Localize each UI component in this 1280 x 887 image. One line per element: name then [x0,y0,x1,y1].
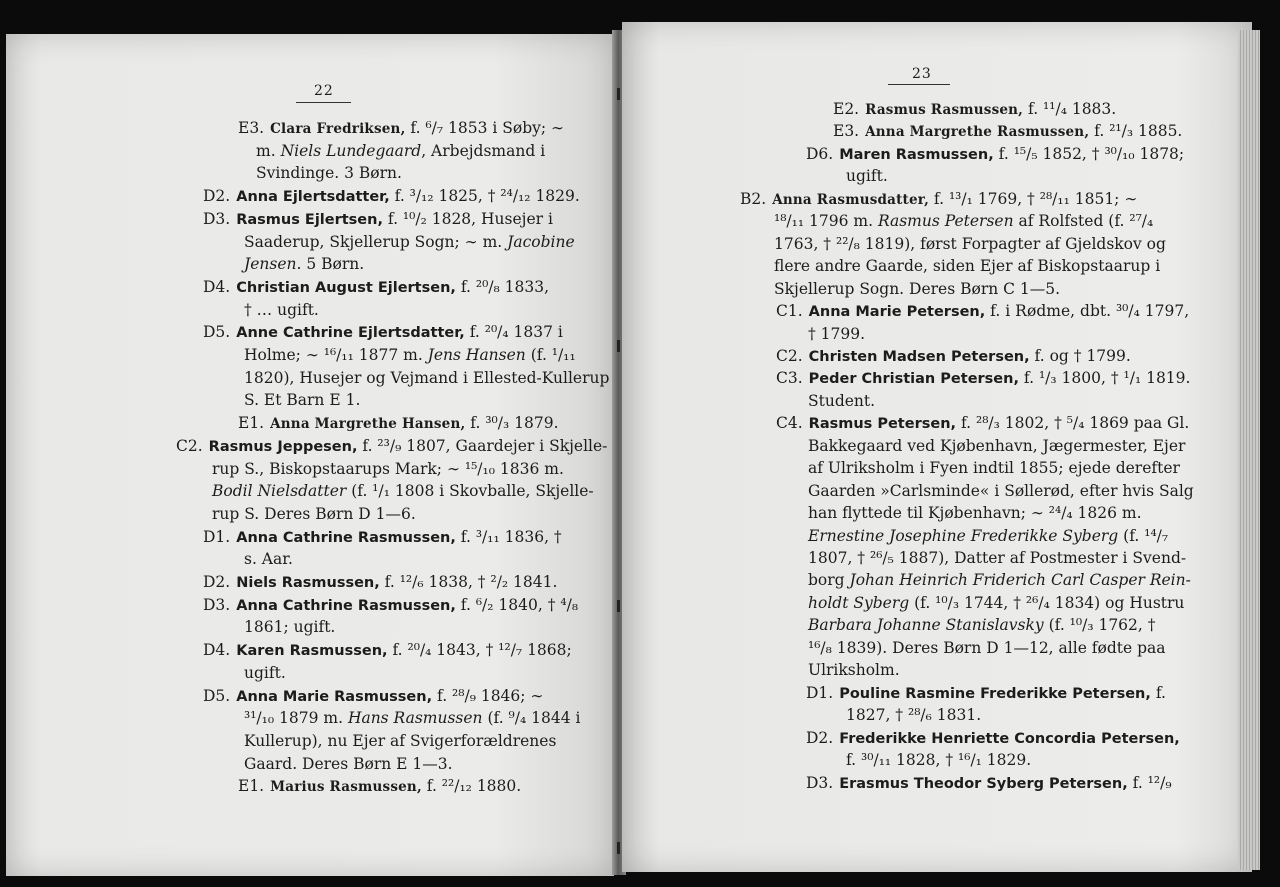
text-line [806,683,1166,704]
entry-text: f. ¹⁵/₅ 1852, † ³⁰/₁₀ 1878; [993,144,1185,163]
text-line [212,459,564,479]
text-line [776,413,1189,434]
text-line [244,617,335,637]
entry-label: D2. [203,573,231,591]
right-page-number: 23 [912,66,932,82]
entry-text: (f. ¹⁰/₃ 1744, † ²⁶/₄ 1834) og Hustru [909,593,1185,612]
text-line [846,750,1031,770]
text-line [808,660,900,680]
entry-text: Holme; ∼ ¹⁶/₁₁ 1877 m. [244,346,428,364]
text-line [806,144,1184,165]
text-line [808,458,1180,478]
text-line [808,638,1166,658]
entry-label: D4. [203,641,231,660]
entry-text: f. ²⁰/₈ 1833, [455,277,550,296]
entry-label: E3. [833,122,860,141]
text-line [808,570,1191,590]
entry-text: † … ugift. [244,300,319,319]
text-line [808,324,865,344]
spouse-name: Niels Lundegaard [280,141,422,160]
text-line [833,121,1182,142]
text-line [774,234,1166,254]
entry-text: f. ³/₁₂ 1825, † ²⁴/₁₂ 1829. [389,187,580,206]
entry-label: E2. [833,100,860,118]
text-line [808,436,1185,456]
spouse-name: Barbara Johanne Stanislavsky [808,616,1044,635]
entry-text: 1820), Husejer og Vejmand i Ellested-Kullerup [244,368,610,387]
entry-text: Gaard. Deres Børn E 1—3. [244,754,453,773]
spouse-name: Jensen. [244,255,302,274]
entry-text: Bakkegaard ved Kjøbenhavn, Jægermester, Ejer [808,436,1186,455]
entry-text: f. ¹¹/₄ 1883. [1023,100,1117,118]
entry-text: af Rolfsted (f. ²⁷/₄ [1013,212,1154,231]
text-line [203,322,563,343]
entry-text: 1827, † ²⁸/₆ 1831. [846,706,982,725]
left-page-number-rule [296,102,351,103]
entry-text: rup S., Biskopstaarups Mark; ∼ ¹⁵/₁₀ 1836 m. [212,459,564,478]
person-name: Anna Marie Petersen, [808,304,986,321]
left-page-number: 22 [314,83,334,99]
entry-text: f. ²⁰/₄ 1843, † ¹²/₇ 1868; [387,641,572,660]
entry-text: 1763, † ²²/₈ 1819), først Forpagter af Gjeldskov og [774,234,1166,253]
entry-label: D3. [203,595,231,614]
text-line [776,368,1190,389]
text-line [806,773,1172,794]
entry-label: D5. [203,323,231,342]
person-name: Rasmus Rasmussen, [865,102,1024,118]
text-line [203,527,562,548]
entry-text: f. ²³/₉ 1807, Gaardejer i Skjelle- [357,436,608,455]
entry-label: B2. [740,189,767,208]
text-line [808,526,1168,546]
text-line [740,189,1137,210]
entry-text: f. ¹⁰/₂ 1828, Husejer i [382,209,553,228]
entry-label: C1. [776,302,803,321]
binding-stitch [617,88,620,100]
person-name: Anna Ejlertsdatter, [236,189,390,206]
entry-text: f. ¹²/₉ [1127,773,1172,792]
page-edges [1238,30,1260,870]
text-line [806,728,1180,749]
text-line [846,705,981,725]
text-line [244,390,360,410]
entry-text: f. ³⁰/₃ 1879. [465,414,559,433]
text-line [808,503,1142,523]
text-line [808,391,875,411]
entry-text: Ulriksholm. [808,661,900,680]
entry-text: (f. ¹/₁₁ [525,346,576,364]
entry-label: C4. [776,414,803,433]
entry-text: f. ⁶/₇ 1853 i Søby; ∼ [405,119,565,137]
person-name: Frederikke Henriette Concordia Petersen, [839,730,1180,747]
entry-text: Svindinge. 3 Børn. [256,164,402,183]
entry-text: m. [256,141,281,160]
person-name: Marius Rasmussen, [270,779,422,796]
person-name: Rasmus Petersen, [808,416,957,433]
entry-text: f. ²¹/₃ 1885. [1089,122,1183,141]
entry-label: D6. [806,144,834,163]
text-line [846,166,888,186]
entry-label: D2. [806,728,834,747]
entry-label: D3. [806,773,834,792]
entry-text: Saaderup, Skjellerup Sogn; ∼ m. [244,232,508,251]
entry-text: S. Et Barn E 1. [244,391,361,410]
person-name: Anna Cathrine Rasmussen, [236,597,456,614]
entry-label: D5. [203,686,231,705]
person-name: Pouline Rasmine Frederikke Petersen, [839,685,1151,702]
right-page-number-rule [888,84,950,85]
entry-text: ugift. [244,663,286,682]
entry-text: s. Aar. [244,550,293,569]
person-name: Anna Marie Rasmussen, [236,688,433,705]
person-name: Maren Rasmussen, [839,146,994,163]
entry-label: C3. [776,369,803,388]
text-line [244,254,364,274]
entry-text: Skjellerup Sogn. Deres Børn C 1—5. [774,279,1061,298]
spouse-name: Johan Heinrich Friderich Carl Casper Rein- [849,571,1191,590]
person-name: Peder Christian Petersen, [808,371,1019,388]
spouse-name: Hans Rasmussen [347,709,483,728]
text-line [808,593,1184,613]
text-line [774,211,1153,231]
text-line [244,549,293,569]
text-line [176,436,607,457]
person-name: Anna Rasmusdatter, [772,191,929,208]
entry-text: f. ²²/₁₂ 1880. [421,777,522,796]
text-line [244,300,319,320]
entry-text: f. ³/₁₁ 1836, † [455,527,562,546]
text-line [776,346,1131,367]
spouse-name: Jacobine [507,232,575,251]
text-line [808,481,1194,501]
text-line [808,548,1186,568]
person-name: Christian August Ejlertsen, [236,279,456,296]
text-line [244,345,576,365]
entry-text: han flyttede til Kjøbenhavn; ∼ ²⁴/₄ 1826 m. [808,504,1142,523]
person-name: Anna Margrethe Hansen, [270,416,466,433]
spouse-name: Ernestine Josephine Frederikke Syberg [808,526,1119,545]
entry-text: f. ²⁸/₃ 1802, † ⁵/₄ 1869 paa Gl. [956,414,1190,433]
entry-text: af Ulriksholm i Fyen indtil 1855; ejede derefter [808,459,1180,478]
entry-label: D1. [203,527,231,546]
text-line [776,301,1189,322]
text-line [256,141,545,161]
entry-text: f. ²⁸/₉ 1846; ∼ [432,686,544,705]
entry-text: f. i Rødme, dbt. ³⁰/₄ 1797, [985,302,1190,321]
entry-text: Kullerup), nu Ejer af Svigerforældrenes [244,731,557,750]
entry-text: Student. [808,391,876,410]
binding-stitch [617,600,620,612]
text-line [203,277,549,298]
text-line [203,686,543,707]
entry-text: ¹⁶/₈ 1839). Deres Børn D 1—12, alle fødte paa [808,638,1166,657]
binding-stitch [617,842,620,854]
text-line [244,731,556,751]
entry-text: ¹⁸/₁₁ 1796 m. [774,212,878,231]
text-line [244,708,580,728]
entry-text: f. [1150,683,1166,702]
person-name: Christen Madsen Petersen, [808,348,1030,365]
text-line [774,256,1160,276]
text-line [203,209,553,230]
entry-label: D2. [203,187,231,206]
entry-text: , Arbejdsmand i [421,141,546,160]
text-line [808,615,1156,635]
person-name: Anne Cathrine Ejlertsdatter, [236,325,465,342]
entry-text: flere andre Gaarde, siden Ejer af Biskopstaarup i [774,257,1161,276]
text-line [212,504,416,524]
entry-text: † 1799. [808,324,866,343]
entry-text: rup S. Deres Børn D 1—6. [212,504,416,523]
text-line [238,118,564,139]
entry-text: f. ¹/₃ 1800, † ¹/₁ 1819. [1018,369,1191,388]
entry-text: f. ²⁰/₄ 1837 i [464,323,563,342]
entry-text: f. ³⁰/₁₁ 1828, † ¹⁶/₁ 1829. [846,751,1032,770]
entry-label: D1. [806,683,834,702]
entry-text: (f. ¹⁰/₃ 1762, † [1043,616,1156,635]
spouse-name: Bodil Nielsdatter [212,482,347,501]
entry-label: C2. [776,346,803,365]
person-name: Clara Fredriksen, [270,121,406,137]
person-name: Erasmus Theodor Syberg Petersen, [839,775,1128,792]
entry-label: D3. [203,209,231,228]
person-name: Anna Cathrine Rasmussen, [236,529,456,546]
text-line [203,186,580,207]
text-line [238,413,559,434]
person-name: Rasmus Ejlertsen, [236,211,383,228]
entry-label: E3. [238,119,265,137]
entry-text: Gaarden »Carlsminde« i Søllerød, efter hvis Salg [808,481,1194,500]
entry-text: 1861; ugift. [244,618,336,637]
entry-text: 5 Børn. [301,255,365,274]
text-line [238,776,521,797]
text-line [833,99,1116,120]
entry-text: f. ¹²/₆ 1838, † ²/₂ 1841. [379,573,558,591]
person-name: Karen Rasmussen, [236,643,388,660]
entry-label: E1. [238,777,265,796]
text-line [774,279,1060,299]
entry-text: (f. ¹⁴/₇ [1118,526,1169,545]
text-line [244,754,453,774]
spouse-name: Jens Hansen [427,346,526,364]
text-line [244,232,575,252]
text-line [212,481,594,501]
entry-label: E1. [238,414,265,433]
spouse-name: Rasmus Petersen [877,212,1014,231]
entry-text: f. ⁶/₂ 1840, † ⁴/₈ [455,595,579,614]
entry-text: (f. ¹/₁ 1808 i Skovballe, Skjelle- [346,482,594,501]
entry-text: f. ¹³/₁ 1769, † ²⁸/₁₁ 1851; ∼ [929,189,1138,208]
binding-stitch [617,340,620,352]
entry-text: ³¹/₁₀ 1879 m. [244,709,348,728]
spouse-name: holdt Syberg [808,593,910,612]
entry-text: f. og † 1799. [1029,346,1131,365]
entry-label: C2. [176,436,203,455]
entry-text: borg [808,571,850,590]
person-name: Rasmus Jeppesen, [208,438,358,455]
entry-label: D4. [203,277,231,296]
text-line [244,663,286,683]
text-line [256,163,402,183]
person-name: Anna Margrethe Rasmussen, [865,124,1090,141]
text-line [203,595,578,616]
text-line [244,368,609,388]
entry-text: ugift. [846,167,888,186]
text-line [203,572,557,593]
person-name: Niels Rasmussen, [236,575,380,591]
entry-text: (f. ⁹/₄ 1844 i [482,709,581,728]
entry-text: 1807, † ²⁶/₅ 1887), Datter af Postmester i Svend- [808,549,1187,567]
text-line [203,640,572,661]
